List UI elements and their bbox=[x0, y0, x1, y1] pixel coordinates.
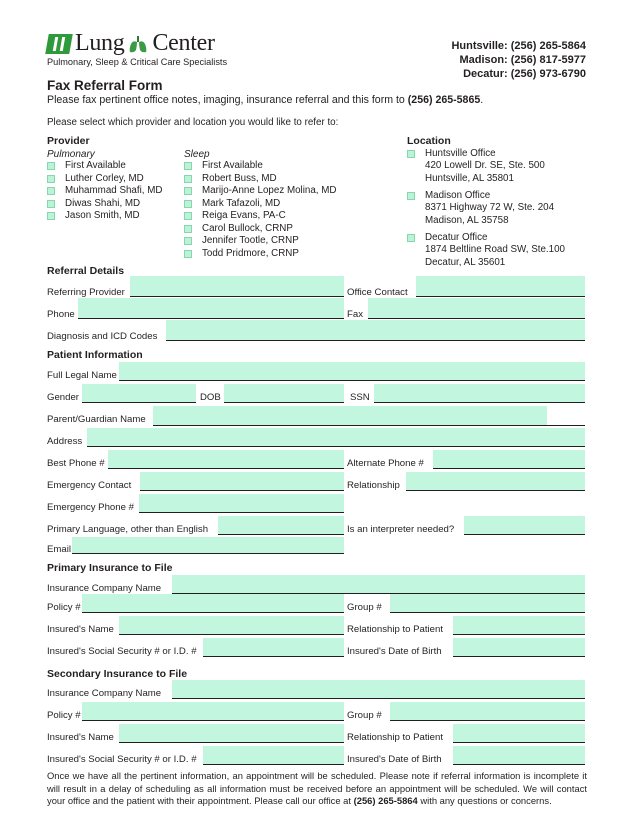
footer-phone: (256) 265-5864 bbox=[353, 795, 418, 807]
logo-text-lung: Lung bbox=[75, 30, 125, 56]
checkbox[interactable] bbox=[407, 234, 415, 242]
phone-field[interactable] bbox=[78, 298, 344, 319]
secondary-insured-name-label: Insured's Name bbox=[47, 732, 114, 743]
checkbox[interactable] bbox=[184, 237, 192, 245]
secondary-insured-dob-field[interactable] bbox=[453, 746, 585, 765]
sleep-option[interactable] bbox=[184, 210, 337, 223]
primary-insured-ssn-label: Insured's Social Security # or I.D. # bbox=[47, 646, 197, 657]
location-option-huntsville[interactable] bbox=[407, 148, 545, 185]
pulmonary-option[interactable] bbox=[47, 160, 162, 173]
best-phone-field[interactable] bbox=[108, 450, 344, 469]
secondary-relationship-patient-field[interactable] bbox=[453, 724, 585, 743]
dob-label: DOB bbox=[200, 392, 221, 403]
sleep-option[interactable] bbox=[184, 173, 337, 186]
relationship-field[interactable] bbox=[406, 472, 585, 491]
footer-text: Once we have all the pertinent information, an appointment will be scheduled. Please note if referral information is incomplete it will result in a delay of scheduling as all information must be received before an appointment will be scheduled. We will contact your office and the patient with their appointment. Please call our office at bbox=[47, 770, 587, 807]
instruction-text: Please fax pertinent office notes, imaging, insurance referral and this form to bbox=[47, 94, 408, 106]
diagnosis-field[interactable] bbox=[166, 320, 585, 341]
office-address: 8371 Highway 72 W, Ste. 204 bbox=[425, 202, 555, 214]
secondary-insured-name-field[interactable] bbox=[119, 724, 344, 743]
office-name: Huntsville Office bbox=[425, 148, 496, 159]
ssn-label: SSN bbox=[350, 392, 370, 403]
checkbox[interactable] bbox=[407, 192, 415, 200]
best-phone-label: Best Phone # bbox=[47, 458, 105, 469]
secondary-policy-label: Policy # bbox=[47, 710, 81, 721]
option-label: Robert Buss, MD bbox=[202, 172, 277, 184]
phone-madison: Madison: (256) 817-5977 bbox=[459, 54, 586, 66]
select-prompt: Please select which provider and location you would like to refer to: bbox=[47, 117, 339, 128]
pulmonary-options bbox=[47, 160, 162, 223]
pulmonary-option[interactable] bbox=[47, 173, 162, 186]
sleep-option[interactable] bbox=[184, 185, 337, 198]
location-heading: Location bbox=[407, 135, 451, 147]
sleep-option[interactable] bbox=[184, 198, 337, 211]
secondary-relationship-patient-label: Relationship to Patient bbox=[347, 732, 443, 743]
sleep-option[interactable] bbox=[184, 248, 337, 261]
parent-guardian-label: Parent/Guardian Name bbox=[47, 414, 146, 425]
primary-insured-name-label: Insured's Name bbox=[47, 624, 114, 635]
full-legal-name-field[interactable] bbox=[119, 362, 585, 381]
secondary-group-label: Group # bbox=[347, 710, 382, 721]
primary-group-label: Group # bbox=[347, 602, 382, 613]
option-label: Mark Tafazoli, MD bbox=[202, 197, 281, 209]
secondary-group-field[interactable] bbox=[390, 702, 585, 721]
checkbox[interactable] bbox=[184, 225, 192, 233]
office-city: Madison, AL 35758 bbox=[425, 214, 509, 226]
secondary-insurance-company-label: Insurance Company Name bbox=[47, 688, 162, 699]
tagline: Pulmonary, Sleep & Critical Care Specialists bbox=[47, 57, 228, 67]
secondary-policy-field[interactable] bbox=[82, 702, 344, 721]
pulmonary-label: Pulmonary bbox=[47, 149, 95, 160]
gender-field[interactable] bbox=[82, 384, 196, 403]
referring-provider-label: Referring Provider bbox=[47, 287, 125, 298]
location-option-decatur[interactable] bbox=[407, 232, 565, 269]
referral-details-heading: Referral Details bbox=[47, 265, 125, 277]
alternate-phone-label: Alternate Phone # bbox=[347, 458, 424, 469]
primary-insured-name-field[interactable] bbox=[119, 616, 344, 635]
secondary-insurance-heading: Secondary Insurance to File bbox=[47, 668, 188, 680]
interpreter-field[interactable] bbox=[464, 516, 585, 535]
parent-guardian-field[interactable] bbox=[153, 406, 547, 425]
primary-insured-ssn-field[interactable] bbox=[203, 638, 344, 657]
logo-text-center: Center bbox=[152, 30, 215, 56]
provider-heading: Provider bbox=[47, 135, 90, 147]
office-contact-field[interactable] bbox=[416, 276, 585, 297]
form-title: Fax Referral Form bbox=[47, 78, 163, 93]
primary-relationship-patient-field[interactable] bbox=[453, 616, 585, 635]
checkbox[interactable] bbox=[184, 175, 192, 183]
fax-label: Fax bbox=[347, 309, 363, 320]
header-phones bbox=[451, 39, 586, 81]
primary-insurance-company-field[interactable] bbox=[172, 575, 585, 594]
phone-label: Phone bbox=[47, 309, 75, 320]
pulmonary-option[interactable] bbox=[47, 185, 162, 198]
sleep-option[interactable] bbox=[184, 235, 337, 248]
primary-insured-dob-field[interactable] bbox=[453, 638, 585, 657]
checkbox[interactable] bbox=[184, 212, 192, 220]
footer-note bbox=[47, 770, 587, 808]
full-legal-name-label: Full Legal Name bbox=[47, 370, 117, 381]
option-label: Luther Corley, MD bbox=[65, 172, 144, 184]
secondary-insured-dob-label: Insured's Date of Birth bbox=[347, 754, 442, 765]
primary-insurance-company-label: Insurance Company Name bbox=[47, 583, 162, 594]
checkbox[interactable] bbox=[407, 150, 415, 158]
office-address: 420 Lowell Dr. SE, Ste. 500 bbox=[425, 160, 545, 172]
emergency-phone-field[interactable] bbox=[139, 494, 344, 513]
office-name: Madison Office bbox=[425, 190, 491, 201]
gender-label: Gender bbox=[47, 392, 79, 403]
sleep-option[interactable] bbox=[184, 160, 337, 173]
secondary-insured-ssn-field[interactable] bbox=[203, 746, 344, 765]
pulmonary-option[interactable] bbox=[47, 198, 162, 211]
email-label: Email bbox=[47, 544, 71, 555]
form-instruction bbox=[47, 94, 483, 106]
office-address: 1874 Beltline Road SW, Ste.100 bbox=[425, 244, 565, 256]
logo-mark-icon bbox=[45, 34, 73, 54]
dob-field[interactable] bbox=[224, 384, 344, 403]
patient-info-heading: Patient Information bbox=[47, 349, 143, 361]
address-field[interactable] bbox=[87, 428, 585, 447]
diagnosis-label: Diagnosis and ICD Codes bbox=[47, 331, 158, 342]
primary-policy-label: Policy # bbox=[47, 602, 81, 613]
email-field[interactable] bbox=[72, 537, 344, 554]
primary-language-field[interactable] bbox=[218, 516, 344, 535]
relationship-label: Relationship bbox=[347, 480, 400, 491]
primary-relationship-patient-label: Relationship to Patient bbox=[347, 624, 443, 635]
primary-group-field[interactable] bbox=[390, 594, 585, 613]
option-label: Todd Pridmore, CRNP bbox=[202, 247, 299, 259]
option-label: Reiga Evans, PA-C bbox=[202, 210, 286, 221]
interpreter-label: Is an interpreter needed? bbox=[347, 524, 455, 535]
emergency-phone-label: Emergency Phone # bbox=[47, 502, 134, 513]
checkbox[interactable] bbox=[184, 187, 192, 195]
checkbox[interactable] bbox=[184, 250, 192, 258]
checkbox[interactable] bbox=[47, 175, 55, 183]
pulmonary-option[interactable] bbox=[47, 210, 162, 223]
phone-huntsville: Huntsville: (256) 265-5864 bbox=[451, 40, 586, 52]
office-contact-label: Office Contact bbox=[347, 287, 408, 298]
location-option-madison[interactable] bbox=[407, 190, 554, 227]
option-label: Muhammad Shafi, MD bbox=[65, 185, 163, 196]
referring-provider-field[interactable] bbox=[130, 276, 344, 297]
footer-text-end: with any questions or concerns. bbox=[417, 795, 552, 807]
emergency-contact-field[interactable] bbox=[140, 472, 344, 491]
ssn-field[interactable] bbox=[374, 384, 585, 403]
parent-guardian-line bbox=[153, 425, 585, 426]
sleep-options bbox=[184, 160, 337, 260]
option-label: Carol Bullock, CRNP bbox=[202, 222, 293, 234]
primary-insured-dob-label: Insured's Date of Birth bbox=[347, 646, 442, 657]
option-label: First Available bbox=[65, 160, 126, 171]
instruction-end: . bbox=[480, 94, 484, 106]
emergency-contact-label: Emergency Contact bbox=[47, 480, 132, 491]
office-city: Huntsville, AL 35801 bbox=[425, 172, 514, 184]
option-label: First Available bbox=[202, 160, 263, 171]
alternate-phone-field[interactable] bbox=[433, 450, 585, 469]
option-label: Diwas Shahi, MD bbox=[65, 197, 141, 209]
checkbox[interactable] bbox=[47, 187, 55, 195]
option-label: Jason Smith, MD bbox=[65, 210, 140, 221]
office-name: Decatur Office bbox=[425, 232, 488, 243]
checkbox[interactable] bbox=[47, 200, 55, 208]
secondary-insured-ssn-label: Insured's Social Security # or I.D. # bbox=[47, 754, 197, 765]
option-label: Jennifer Tootle, CRNP bbox=[202, 235, 299, 246]
sleep-option[interactable] bbox=[184, 223, 337, 236]
primary-language-label: Primary Language, other than English bbox=[47, 524, 209, 535]
primary-insurance-heading: Primary Insurance to File bbox=[47, 562, 173, 574]
checkbox[interactable] bbox=[47, 212, 55, 220]
fax-field[interactable] bbox=[368, 298, 585, 319]
logo bbox=[47, 30, 215, 57]
fax-number: (256) 265-5865 bbox=[407, 94, 481, 106]
secondary-insurance-company-field[interactable] bbox=[172, 680, 585, 699]
checkbox[interactable] bbox=[47, 162, 55, 170]
checkbox[interactable] bbox=[184, 200, 192, 208]
address-label: Address bbox=[47, 436, 83, 447]
sleep-label: Sleep bbox=[184, 149, 210, 160]
primary-policy-field[interactable] bbox=[82, 594, 344, 613]
office-city: Decatur, AL 35601 bbox=[425, 256, 506, 268]
lungs-icon bbox=[127, 34, 149, 54]
option-label: Marijo-Anne Lopez Molina, MD bbox=[202, 185, 337, 196]
checkbox[interactable] bbox=[184, 162, 192, 170]
phone-decatur: Decatur: (256) 973-6790 bbox=[463, 68, 586, 80]
